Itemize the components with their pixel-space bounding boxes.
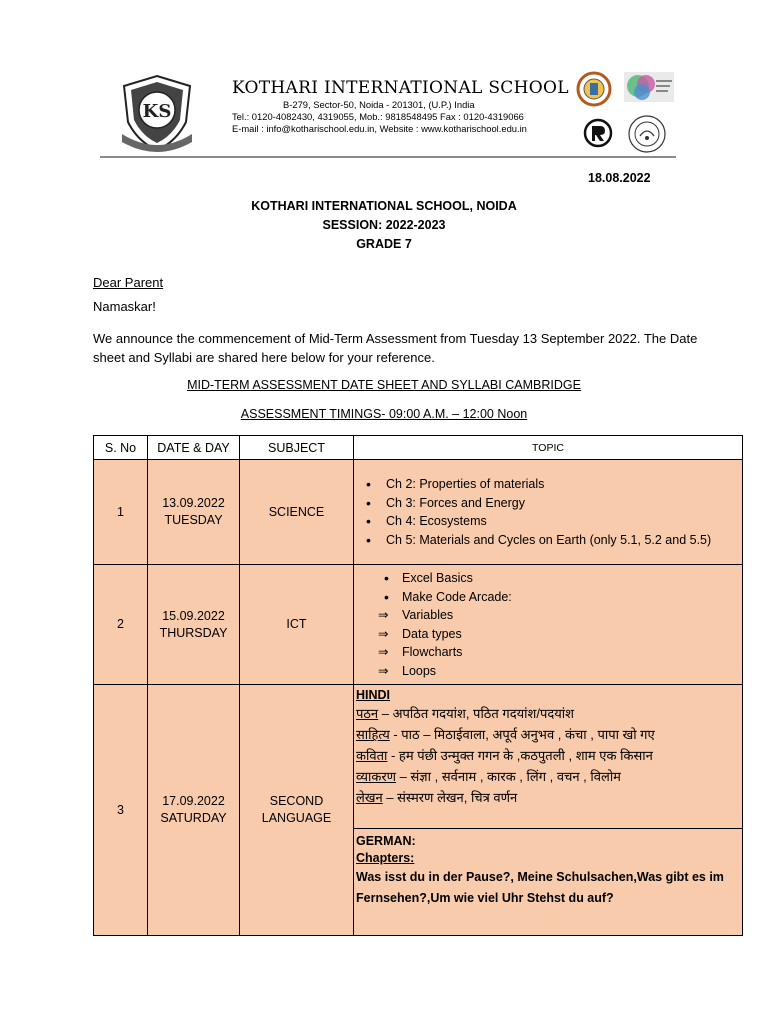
row-topics <box>354 565 743 685</box>
letter-date: 18.08.2022 <box>588 171 651 185</box>
email-line: E-mail : info@kotharischool.edu.in, Website : www.kotharischool.edu.in <box>232 123 527 134</box>
list-item: ⇒ Loops <box>362 662 736 681</box>
date-sheet-heading: MID-TERM ASSESSMENT DATE SHEET AND SYLLABI CAMBRIDGE <box>187 378 581 392</box>
date-sheet-table <box>93 435 743 936</box>
row-sno: 3 <box>94 685 148 936</box>
address-line: B-279, Sector-50, Noida - 201301, (U.P.) India <box>283 99 475 110</box>
namaskar: Namaskar! <box>93 299 156 314</box>
international-seal-icon <box>626 114 668 154</box>
row-subject: SCIENCE <box>240 460 354 565</box>
school-crest-icon <box>116 72 198 154</box>
intl-award-badge-icon <box>624 72 674 102</box>
logo-letters: KS <box>142 101 172 122</box>
salutation: Dear Parent <box>93 275 164 290</box>
row-date-day <box>148 685 240 936</box>
hindi-line-literature: साहित्य - पाठ – मिठाईवाला, अपूर्व अनुभव , कंचा , पापा खो गए <box>356 727 655 742</box>
col-header-date: DATE & DAY <box>148 436 240 460</box>
subject-line-1: SECOND <box>269 794 324 808</box>
title-school: KOTHARI INTERNATIONAL SCHOOL, NOIDA <box>251 199 517 213</box>
list-item: ⇒ Variables <box>362 606 736 625</box>
title-session: SESSION: 2022-2023 <box>322 218 446 232</box>
phone-line: Tel.: 0120-4082430, 4319055, Mob.: 9818548495 Fax : 0120-4319066 <box>232 111 524 122</box>
hindi-line-reading: पठन – अपठित गदयांश, पठित गदयांश/पदयांश <box>356 706 575 721</box>
list-item: • Ch 4: Ecosystems <box>362 512 736 531</box>
arrow-icon: ⇒ <box>378 608 389 622</box>
intro-paragraph: We announce the commencement of Mid-Term Assessment from Tuesday 13 September 2022. The Date sheet and Syllabi are shared here below for your reference. <box>93 331 698 365</box>
list-item: ⇒ Data types <box>362 625 736 644</box>
table-row <box>94 460 743 565</box>
row-subject: ICT <box>240 565 354 685</box>
letterhead <box>100 66 676 160</box>
german-title: GERMAN: <box>356 834 416 848</box>
arrow-icon: ⇒ <box>378 645 389 659</box>
list-item: • Ch 2: Properties of materials <box>362 475 736 494</box>
col-header-topic: TOPIC <box>354 436 743 460</box>
list-item: • Excel Basics <box>362 569 736 588</box>
table-row <box>94 565 743 685</box>
subject-line-2: LANGUAGE <box>261 811 332 825</box>
table-header-row <box>94 436 743 460</box>
list-item: ⇒ Flowcharts <box>362 643 736 662</box>
hindi-syllabus <box>354 685 742 829</box>
row-date: 13.09.2022 <box>162 496 225 510</box>
hindi-line-writing: लेखन – संस्मरण लेखन, चित्र वर्णन <box>356 790 518 805</box>
row-date: 17.09.2022 <box>162 794 225 808</box>
arrow-icon: ⇒ <box>378 626 389 641</box>
col-header-sno: S. No <box>94 436 148 460</box>
row-day: TUESDAY <box>164 513 223 527</box>
row-topics <box>354 460 743 565</box>
german-syllabus <box>354 829 742 935</box>
row-sno: 1 <box>94 460 148 565</box>
round-square-badge-icon <box>582 118 614 148</box>
arrow-icon: ⇒ <box>378 663 389 678</box>
row-date-day <box>148 460 240 565</box>
col-header-subject: SUBJECT <box>240 436 354 460</box>
row-date-day <box>148 565 240 685</box>
german-chapters-label: Chapters: <box>356 851 415 865</box>
row-topics <box>354 685 743 936</box>
row-day: SATURDAY <box>160 811 227 825</box>
hindi-title: HINDI <box>356 688 391 702</box>
row-day: THURSDAY <box>159 625 228 640</box>
list-item: • Make Code Arcade: <box>362 588 736 607</box>
row-sno: 2 <box>94 565 148 685</box>
row-subject <box>240 685 354 936</box>
timings-heading: ASSESSMENT TIMINGS- 09:00 A.M. – 12:00 Noon <box>240 407 528 421</box>
letterhead-divider <box>100 156 676 158</box>
hindi-line-poetry: कविता - हम पंछी उन्मुक्त गगन के ,कठपुतली , शाम एक किसान <box>356 748 653 763</box>
school-name: KOTHARI INTERNATIONAL SCHOOL <box>232 78 569 98</box>
title-grade: GRADE 7 <box>356 237 412 251</box>
german-chapters-text: Was isst du in der Pause?, Meine Schulsachen,Was gibt es im Fernsehen?,Um wie viel Uhr Stehst du auf? <box>356 870 724 905</box>
cbse-badge-icon <box>574 71 614 107</box>
hindi-line-grammar: व्याकरण – संज्ञा , सर्वनाम , कारक , लिंग , वचन , विलोम <box>356 769 621 784</box>
table-row <box>94 685 743 936</box>
list-item: • Ch 3: Forces and Energy <box>362 494 736 513</box>
row-date: 15.09.2022 <box>162 608 225 623</box>
list-item: • Ch 5: Materials and Cycles on Earth (only 5.1, 5.2 and 5.5) <box>362 531 736 550</box>
